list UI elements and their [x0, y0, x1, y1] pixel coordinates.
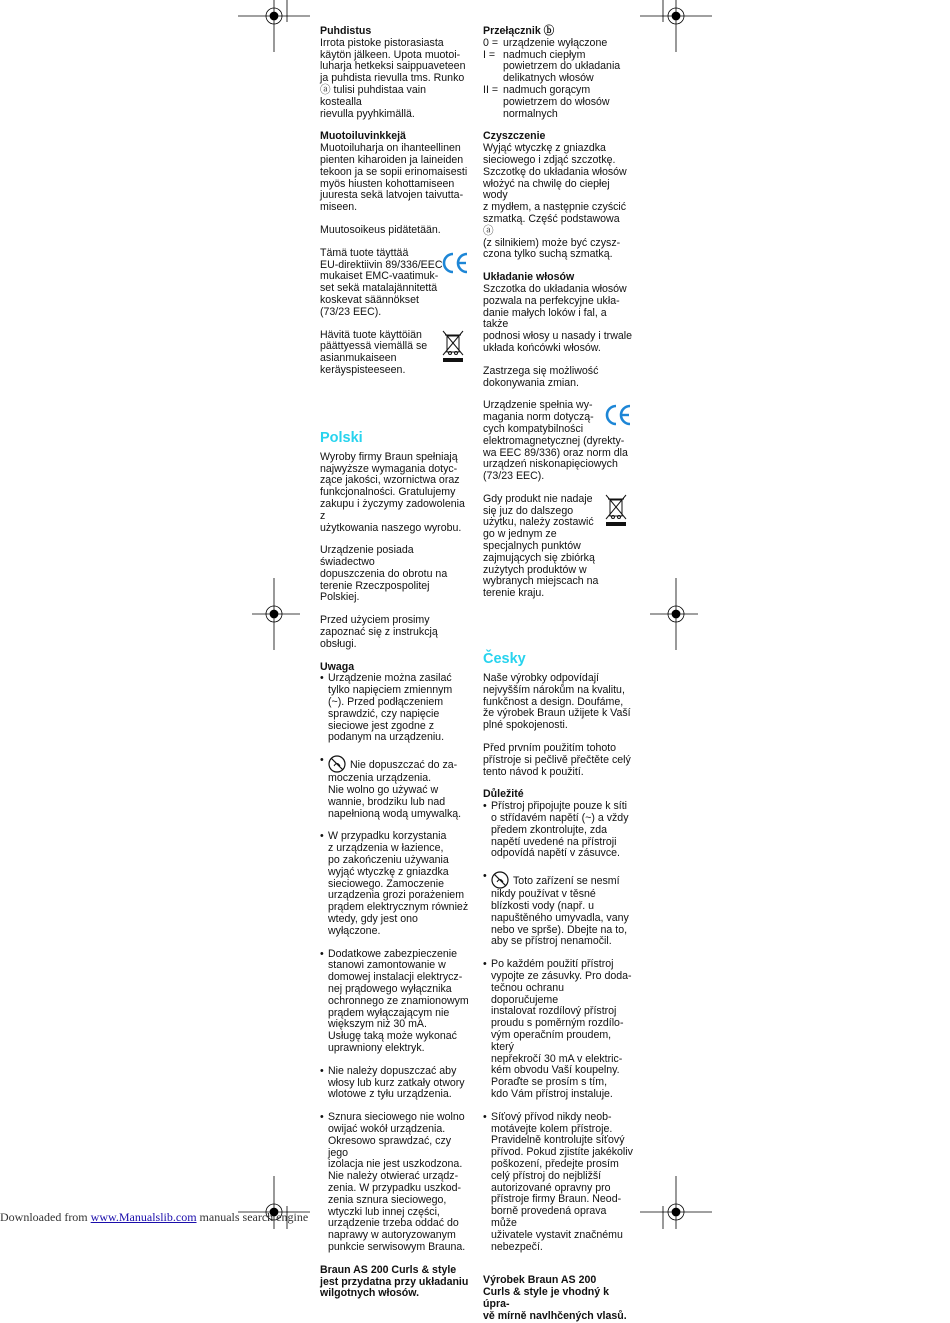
list-item — [320, 755, 470, 820]
closing-note: Výrobek Braun AS 200 Curls & style je vhodný k úpra- vě mírně navlhčených vlasů. — [483, 1274, 627, 1322]
ce-text: Tämä tuote täyttää EU-direktiivin 89/336/EEC mukaiset EMC-vaatimuk- set sekä matalajännitettä koskevat säännökset (73/23 EEC). — [320, 246, 443, 318]
closing-note: Braun AS 200 Curls & style jest przydatna przy układaniu wilgotnych włosów. — [320, 1263, 469, 1300]
disposal-text: Hävitä tuote käyttöiän päättyessä viemällä se asianmukaiseen keräyspisteeseen. — [320, 328, 428, 376]
registration-mark-icon — [252, 578, 300, 650]
ce-notice — [320, 248, 470, 319]
registration-mark-icon — [640, 1176, 712, 1229]
reservation-note: Zastrzega się możliwość dokonywania zmian. — [483, 364, 599, 389]
registration-mark-icon — [650, 578, 698, 650]
switch-key: II = — [483, 83, 499, 96]
disposal-notice — [483, 494, 633, 600]
read-instructions-text: Před prvním použitím tohoto přístroje si pečlivě přečtěte celý tento návod k použití. — [483, 742, 631, 778]
switch-key: 0 = — [483, 36, 499, 49]
section-text: Irrota pistoke pistorasiasta käytön jälkeen. Upota muotoi- luharja hetkeksi saippuaveteen ja puhdista rievulla tms. Runko ⓐ tulisi puhdistaa vain kostealla rievulla pyyhkimällä. — [320, 36, 466, 120]
section-text: Muotoiluharja on ihanteellinen pienten kiharoiden ja laineiden tekoon ja se sopii erinomaisesti myös hiusten kohottamiseen juuresta sekä latvojen taivutta- miseen. — [320, 142, 468, 214]
ce-notice — [483, 400, 633, 483]
list-item — [483, 871, 633, 948]
download-footer — [0, 1210, 308, 1225]
przelacznik-section — [483, 26, 633, 120]
reservation-note: Muutosoikeus pidätetään. — [320, 223, 441, 236]
section-heading: Muotoiluvinkkejä — [320, 130, 406, 143]
muotoiluvinkkeja-section — [320, 131, 470, 214]
disposal-notice — [320, 330, 470, 377]
certificate-text: Urządzenie posiada świadectwo dopuszczenia do obrotu na terenie Rzeczpospolitej Polskiej. — [320, 544, 448, 604]
switch-setting — [483, 85, 633, 120]
list-item: • Síťový přívod nikdy neob- motávejte kolem přístroje. Pravidelně kontrolujte síťový přívod. Pokud zjistíte jakékoliv poškození, předejte prosím celý přístroj do nejbližší autorizované opravny pro přístroje firmy Braun. Neod- borně provedená oprava může uživatele vystavit značnému nebezpečí. — [483, 1112, 633, 1254]
list-item: • Sznura sieciowego nie wolno owijać wokół urządzenia. Okresowo sprawdzać, czy jego izolacja nie jest uszkodzona. Nie należy otwierać urządz- zenia. W przypadku uszkod- zenia sznura sieciowego, wtyczki lub innej części, urządzenie trzeba oddać do naprawy w autoryzowanym punkcie serwisowym Brauna. — [320, 1112, 470, 1254]
section-text: Wyjąć wtyczkę z gniazdka sieciowego i zdjąć szczotkę. Szczotkę do układania włosów włożyć na chwilę do ciepłej wody z mydłem, a następnie czyścić szmatką. Część podstawowa ⓐ (z silnikiem) może być czysz- czona tylko suchą szmatką. — [483, 142, 627, 261]
section-heading: Czyszczenie — [483, 130, 546, 143]
section-heading: Puhdistus — [320, 25, 372, 37]
switch-setting — [483, 38, 633, 50]
language-title: Česky — [483, 651, 526, 668]
no-water-icon — [328, 755, 346, 773]
list-item: • Přístroj připojujte pouze k síti o střídavém napětí (~) a vždy předem zkontrolujte, zda napětí uvedené na přístroji odpovídá napětí v zásuvce. — [483, 801, 633, 860]
polski-section — [320, 430, 470, 1300]
list-item-text: Nie dopuszczać do za- moczenia urządzenia. Nie wolno go używać w wannie, brodziku lub nad napełnioną wodą umywalką. — [328, 759, 462, 820]
czyszczenie-section — [483, 131, 633, 261]
important-list — [483, 801, 633, 1253]
warning-heading: Uwaga — [320, 660, 355, 673]
footer-prefix: Downloaded from — [0, 1210, 88, 1224]
section-text: Szczotka do układania włosów pozwala na perfekcyjne ukła- danie małych loków i fal, a także podnosi włosy u nasady i trwale układa końcówki włosów. — [483, 282, 632, 354]
warning-list — [320, 673, 470, 1253]
no-water-icon — [491, 871, 509, 889]
footer-suffix: manuals search engine — [199, 1210, 309, 1224]
intro-text: Wyroby firmy Braun spełniają najwyższe wymagania dotyc- zące jakości, wzornictwa oraz funkcjonalności. Gratulujemy zakupu i życzymy zadowolenia z użytkowania naszego wyrobu. — [320, 450, 465, 534]
crossed-bin-icon — [442, 330, 464, 364]
switch-value: urządzenie wyłączone — [503, 36, 608, 49]
read-instructions-text: Przed użyciem prosimy zapoznać się z instrukcją obsługi. — [320, 614, 438, 650]
list-item: • Urządzenie można zasilać tylko napięciem zmiennym (~). Przed podłączeniem sprawdzić, czy napięcie sieciowe jest zgodne z podanym na urządzeniu. — [320, 673, 470, 744]
important-heading: Důležité — [483, 788, 524, 801]
registration-mark-icon — [238, 0, 310, 52]
section-heading: Układanie włosów — [483, 271, 575, 284]
language-title: Polski — [320, 429, 363, 446]
ukladanie-section — [483, 272, 633, 355]
switch-setting — [483, 50, 633, 85]
list-item: • W przypadku korzystania z urządzenia w łazience, po zakończeniu używania wyjąć wtyczkę z gniazdka sieciowego. Zamoczenie urządzenia grozi porażeniem prądem elektrycznym również wtedy, gdy jest ono wyłączone. — [320, 831, 470, 937]
list-item-text: Toto zařízení se nesmí nikdy používat v těsné blízkosti vody (např. u napuštěného umyvadla, vany nebo ve sprše). Dbejte na to, aby se přístroj nenamočil. — [491, 875, 629, 948]
switch-key: I = — [483, 48, 496, 61]
ce-text: Urządzenie spełnia wy- magania norm dotyczą- cych kompatybilności elektromagnetycznej (dyrekty- wa EEC 89/336) oraz norm dla urządzeń niskonapięciowych (73/23 EEC). — [483, 399, 628, 483]
disposal-text: Gdy produkt nie nadaje się juz do dalszego użytku, należy zostawić go w jednym ze specjalnych punktów zajmujących się zbiórką zużytych produktów w wybranych miejscach na terenie kraju. — [483, 492, 599, 600]
switch-value: nadmuch gorącym powietrzem do włosów normalnych — [503, 83, 610, 120]
cesky-section — [483, 651, 633, 1322]
switch-value: nadmuch ciepłym powietrzem do układania delikatnych włosów — [503, 48, 621, 85]
ce-mark-icon — [440, 250, 470, 276]
right-column — [483, 26, 633, 1323]
registration-mark-icon — [640, 0, 712, 52]
manualslib-link[interactable]: www.Manualslib.com — [90, 1210, 197, 1224]
puhdistus-section — [320, 26, 470, 120]
list-item: • Nie należy dopuszczać aby włosy lub kurz zatkały otwory wlotowe z tyłu urządzenia. — [320, 1066, 470, 1101]
section-heading: Przełącznik ⓑ — [483, 25, 555, 37]
ce-mark-icon — [603, 402, 633, 428]
list-item: • Po každém použití přístroj vypojte ze zásuvky. Pro doda- tečnou ochranu doporučujeme instalovat rozdílový přístroj proudu s poměrným rozdílo- vým operačním proudem, který nepřekročí 30 mA v elektric- kém obvodu Vaší koupelny. Poraďte se prosím s tím, kdo Vám přístroj instaluje. — [483, 959, 633, 1101]
intro-text: Naše výrobky odpovídají nejvyšším nárokům na kvalitu, funkčnost a design. Doufáme, že výrobek Braun užijete k Vaší plné spokojenosti. — [483, 672, 631, 732]
left-column — [320, 26, 470, 1300]
crossed-bin-icon — [605, 494, 627, 528]
list-item: • Dodatkowe zabezpieczenie stanowi zamontowanie w domowej instalacji elektrycz- nej prądowego wyłącznika ochronnego ze znamionowym prądem wyłączającym nie większym niż 30 mA. Usługę taką może wykonać uprawniony elektryk. — [320, 949, 470, 1055]
